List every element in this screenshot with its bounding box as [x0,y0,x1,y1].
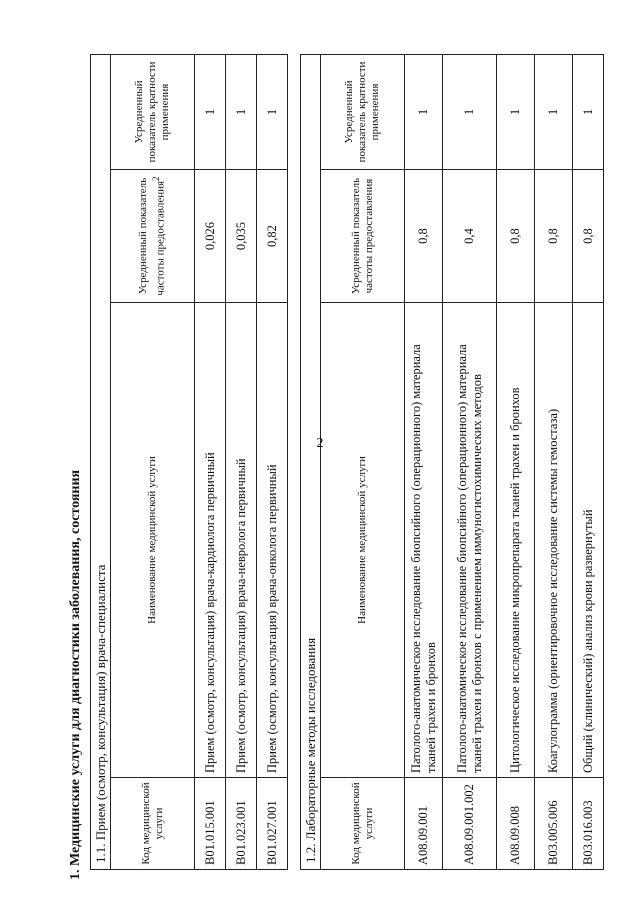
page-number: 2 [316,436,324,451]
section-title: 1. Медицинские услуги для диагностики заболевания, состояния [68,469,83,880]
table-row [535,54,573,869]
table-row [195,54,226,869]
table1-subtitle: 1.1. Прием (осмотр, консультация) врача-специалиста [91,54,111,869]
multiplicity-value: 1 [405,54,443,169]
multiplicity-value: 1 [195,54,226,169]
table1-header-frequency [111,170,195,303]
service-name: Коагулограмма (ориентировочное исследование системы гемостаза) [535,303,573,778]
frequency-value: 0,026 [195,170,226,303]
table-row [226,54,257,869]
table2-header-frequency: Усредненный показатель частоты предоставления [321,170,405,303]
service-name: Прием (осмотр, консультация) врача-невролога первичный [226,303,257,778]
frequency-value: 0,8 [535,170,573,303]
multiplicity-value: 1 [573,54,604,169]
service-name: Прием (осмотр, консультация) врача-онколога первичный [257,303,288,778]
table-row [573,54,604,869]
frequency-value: 0,8 [497,170,535,303]
service-code: A08.09.001 [405,778,443,870]
frequency-value: 0,82 [257,170,288,303]
multiplicity-value: 1 [535,54,573,169]
multiplicity-value: 1 [497,54,535,169]
table2-subtitle: 1.2. Лабораторные методы исследования [301,54,321,869]
service-code: B01.027.001 [257,778,288,870]
frequency-value: 0,035 [226,170,257,303]
table1-header-frequency-text: Усредненный показатель частоты предоставления [137,177,167,296]
table2-header-code: Код медицинской услуги [321,778,405,870]
table2-header-multiplicity: Усредненный показатель кратности применения [321,54,405,169]
service-name: Патолого-анатомическое исследование биопсийного (операционного) материала тканей трахеи и бронхов [405,303,443,778]
table-row [497,54,535,869]
service-code: B03.005.006 [535,778,573,870]
table2-header-name: Наименование медицинской услуги [321,303,405,778]
footnote-marker: 2 [151,176,162,181]
service-code: B01.023.001 [226,778,257,870]
frequency-value: 0,8 [573,170,604,303]
service-name: Прием (осмотр, консультация) врача-кардиолога первичный [195,303,226,778]
multiplicity-value: 1 [257,54,288,169]
table1-header-code: Код медицинской услуги [111,778,195,870]
lab-methods-table [300,54,604,870]
table-row [257,54,288,869]
service-code: B03.016.003 [573,778,604,870]
service-code: A08.09.008 [497,778,535,870]
table1-header-multiplicity: Усредненный показатель кратности применения [111,54,195,169]
table-row [443,54,497,869]
service-name: Патолого-анатомическое исследование биопсийного (операционного) материала тканей трахеи и бронхов с применением иммуногистохимических методов [443,303,497,778]
service-code: B01.015.001 [195,778,226,870]
multiplicity-value: 1 [226,54,257,169]
multiplicity-value: 1 [443,54,497,169]
consultations-table [90,54,288,870]
service-code: A08.09.001.002 [443,778,497,870]
table-row [405,54,443,869]
frequency-value: 0,4 [443,170,497,303]
rotated-page-content [60,10,640,880]
table1-header-name: Наименование медицинской услуги [111,303,195,778]
service-name: Общий (клинический) анализ крови развернутый [573,303,604,778]
service-name: Цитологическое исследование микропрепарата тканей трахеи и бронхов [497,303,535,778]
frequency-value: 0,8 [405,170,443,303]
